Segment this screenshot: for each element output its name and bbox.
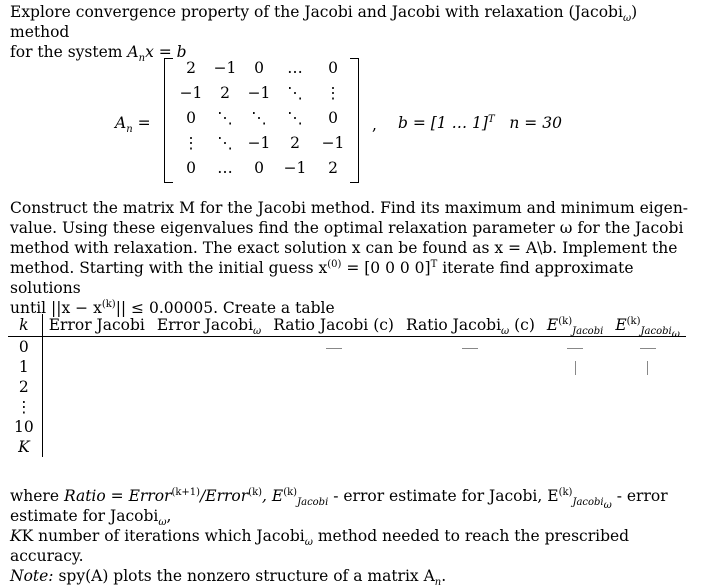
table-cell: [42, 437, 151, 457]
empty-dash: [640, 348, 656, 349]
notes-line3: K number of iterations which Jacobi: [21, 527, 305, 546]
task-line3: method with relaxation. The exact solution x can be found as x = A\b. Implement the: [10, 239, 678, 257]
notes-e2-w: ω: [603, 500, 612, 512]
intro-text: [10, 2, 700, 65]
matrix-equals: =: [137, 114, 151, 132]
rhs-definitions: [398, 113, 562, 133]
header-omega-sub: ω: [253, 326, 262, 338]
table-cell: [151, 397, 267, 417]
b-transpose: T: [487, 113, 495, 125]
matrix-lhs: [115, 113, 151, 136]
k-value: 2: [8, 377, 42, 397]
matrix-cell: 0: [186, 109, 196, 127]
header-k: [8, 314, 42, 337]
matrix-name: A: [115, 114, 127, 132]
notes-e-sub: Jacobi: [297, 497, 329, 509]
empty-dash: [326, 348, 342, 349]
notes-estimate-jacobi: - error estimate for Jacobi, E: [328, 487, 559, 505]
intro-line1: Explore convergence property of the Jacobi and Jacobi with relaxation (Jacobi: [10, 3, 623, 21]
initial-guess-transpose: T: [430, 258, 438, 270]
notes-e2-sub: Jacobi: [572, 497, 604, 509]
table-cell: [42, 417, 151, 437]
header-ratio-jacobi-omega: [400, 314, 541, 337]
k-value: K: [8, 437, 42, 457]
stop-criterion-sup: (k): [101, 298, 116, 310]
matrix-cell: 2: [328, 159, 338, 177]
matrix-cell: 0: [186, 159, 196, 177]
matrix-cell: …: [217, 159, 233, 177]
notes-line2: estimate for Jacobi: [10, 507, 159, 526]
table-cell: [609, 437, 686, 457]
table-cell: [400, 437, 541, 457]
notes-line2-end: ,: [166, 507, 172, 526]
table-cell: [42, 337, 151, 358]
results-table: [8, 314, 686, 457]
empty-dash: [567, 348, 583, 349]
table-cell: [541, 357, 609, 377]
matrix-cell: …: [287, 59, 303, 77]
initial-guess: = [0 0 0 0]: [341, 259, 431, 277]
table-cell: [609, 397, 686, 417]
k-value: 1: [8, 357, 42, 377]
task-line1: Construct the matrix M for the Jacobi method. Find its maximum and minimum eigen-: [10, 199, 689, 217]
matrix-cell: ⋱: [287, 109, 303, 127]
table-cell: [267, 417, 400, 437]
header-error-jacobi: Error Jacobi: [42, 314, 151, 337]
empty-bar: [647, 361, 648, 375]
k-value: 0: [8, 337, 42, 358]
matrix-cell: 0: [328, 59, 338, 77]
table-cell: [267, 337, 400, 358]
matrix-cell: ⋱: [287, 84, 303, 102]
notes-line3-end: method needed to reach the prescribed accuracy.: [10, 527, 630, 566]
k-value: 10: [8, 417, 42, 437]
table-row: [8, 437, 686, 457]
table-cell: [151, 337, 267, 358]
table-cell: [151, 357, 267, 377]
matrix-cell: 0: [328, 109, 338, 127]
notes-line2-w: ω: [158, 517, 167, 529]
matrix-cell: ⋮: [183, 134, 199, 152]
matrix-cell: −1: [213, 59, 237, 77]
matrix-cell: −1: [283, 159, 307, 177]
notes-error-k: /Error: [200, 487, 249, 505]
table-cell: [267, 377, 400, 397]
task-line5: until ||x − x: [10, 299, 102, 317]
table-cell: [267, 437, 400, 457]
notes-line3-w: ω: [304, 537, 313, 549]
table-body: [8, 337, 686, 458]
k-value: ⋮: [8, 397, 42, 417]
header-e-omega-sup: (k): [626, 315, 641, 327]
table-cell: [400, 337, 541, 358]
header-e-sub: Jacobi: [572, 326, 604, 338]
header-ratio-omega-sub: ω: [501, 326, 510, 338]
intro-line2: for the system: [10, 43, 128, 61]
table-cell: [151, 377, 267, 397]
task-line2: value. Using these eigenvalues find the optimal relaxation parameter ω for the Jacobi: [10, 219, 684, 237]
task-line4-end: iterate find approximate solutions: [10, 259, 634, 297]
system-matrix-name: A: [127, 43, 139, 61]
table-cell: [541, 437, 609, 457]
table-cell: [400, 417, 541, 437]
task-line5-end: || ≤ 0.00005. Create a table: [115, 299, 335, 317]
empty-dash: [462, 348, 478, 349]
notes-note-label: Note:: [10, 567, 54, 586]
header-e-omega-label: E: [615, 315, 627, 334]
table-cell: [400, 397, 541, 417]
table-cell: [42, 357, 151, 377]
table-row: [8, 377, 686, 397]
header-e-jacobi-omega: [609, 314, 686, 341]
table-cell: [541, 377, 609, 397]
matrix-cell: −1: [321, 134, 345, 152]
table-cell: [541, 337, 609, 358]
notes-line1-end: - error: [611, 487, 668, 505]
notes-line4: spy(A) plots the nonzero structure of a matrix A: [53, 567, 435, 586]
n-value: n = 30: [509, 114, 562, 132]
header-k-label: k: [19, 316, 29, 334]
header-e-omega-sub: Jacobi: [640, 326, 672, 338]
notes-error: = Error: [105, 487, 172, 505]
notes-e-sup: (k): [283, 486, 298, 498]
matrix-definition: [110, 55, 670, 185]
table-cell: [541, 417, 609, 437]
table-cell: [151, 437, 267, 457]
table-row: [8, 337, 686, 358]
header-e-omega-w: ω: [671, 329, 680, 341]
table-cell: [267, 397, 400, 417]
table-row: [8, 357, 686, 377]
table-cell: [609, 377, 686, 397]
matrix-cell: −1: [179, 84, 203, 102]
header-e-sup: (k): [558, 315, 573, 327]
notes-where: where: [10, 487, 64, 505]
table-cell: [42, 397, 151, 417]
table-cell: [42, 377, 151, 397]
notes-text: where Ratio = Error$^{(k+1)}$/Error$^{(k)}$, $E^{(k)}_{Jacobi}$ - error estimate for Jacobi, $E^{(k)}_{Jacobi_\omega}$ - error estimate for Jacobi$_\omega$, KK number of iterations which Jacobi$_\omega$ method needed to reach the prescribed accuracy. Note: spy(A) plots the nonzero structure of a matrix $A_n$.: [10, 486, 668, 588]
header-error-jacobi-omega-label: Error Jacobi: [156, 316, 254, 334]
matrix-cell: 2: [186, 59, 196, 77]
notes-e2-sup: (k): [558, 486, 573, 498]
matrix-cell: −1: [247, 84, 271, 102]
header-ratio-jacobi-omega-label: Ratio Jacobi: [405, 316, 502, 334]
header-e-jacobi: [541, 314, 609, 337]
notes-sup-k1: (k+1): [171, 486, 201, 498]
matrix-cell: 0: [254, 59, 264, 77]
matrix-name-sub: n: [126, 124, 133, 136]
intro-line1-end: ) method: [10, 3, 638, 41]
right-bracket: [350, 58, 359, 183]
system-sub: n: [138, 53, 146, 65]
notes-line4-end: .: [441, 567, 447, 586]
matrix-cell: ⋱: [217, 134, 233, 152]
b-vector: b = [1 … 1]: [398, 114, 488, 132]
table-cell: [541, 397, 609, 417]
matrix-cell: 2: [220, 84, 230, 102]
table-cell: [609, 417, 686, 437]
table-cell: [400, 377, 541, 397]
matrix-cell: ⋱: [217, 109, 233, 127]
matrix-cell: ⋮: [325, 84, 341, 102]
header-e-label: E: [546, 316, 559, 334]
empty-bar: [575, 361, 576, 375]
matrix-cell: ⋱: [251, 109, 267, 127]
notes-line4-sub: n: [434, 577, 442, 588]
table-cell: [267, 357, 400, 377]
table-cell: [400, 357, 541, 377]
initial-guess-sup: (0): [327, 258, 342, 270]
matrix-cell: 2: [290, 134, 300, 152]
table-row: [8, 417, 686, 437]
left-bracket: [164, 58, 173, 183]
table-cell: [609, 357, 686, 377]
task-text: [10, 198, 700, 318]
notes-sup-k: (k): [248, 486, 263, 498]
table-cell: [151, 417, 267, 437]
omega-sub: ω: [622, 13, 632, 25]
matrix-cell: 0: [254, 159, 264, 177]
notes-e: , E: [262, 487, 284, 505]
table-row: [8, 397, 686, 417]
notes-ratio: Ratio: [63, 487, 106, 505]
header-error-jacobi-omega: [151, 314, 267, 337]
task-line4: method. Starting with the initial guess x: [10, 259, 328, 277]
table-header-row: [8, 314, 686, 337]
system-rest: x = b: [145, 43, 187, 61]
matrix-comma: ,: [372, 116, 377, 134]
header-ratio-jacobi: Ratio Jacobi (c): [267, 314, 400, 337]
header-ratio-c: (c): [514, 316, 535, 334]
matrix-cell: −1: [247, 134, 271, 152]
